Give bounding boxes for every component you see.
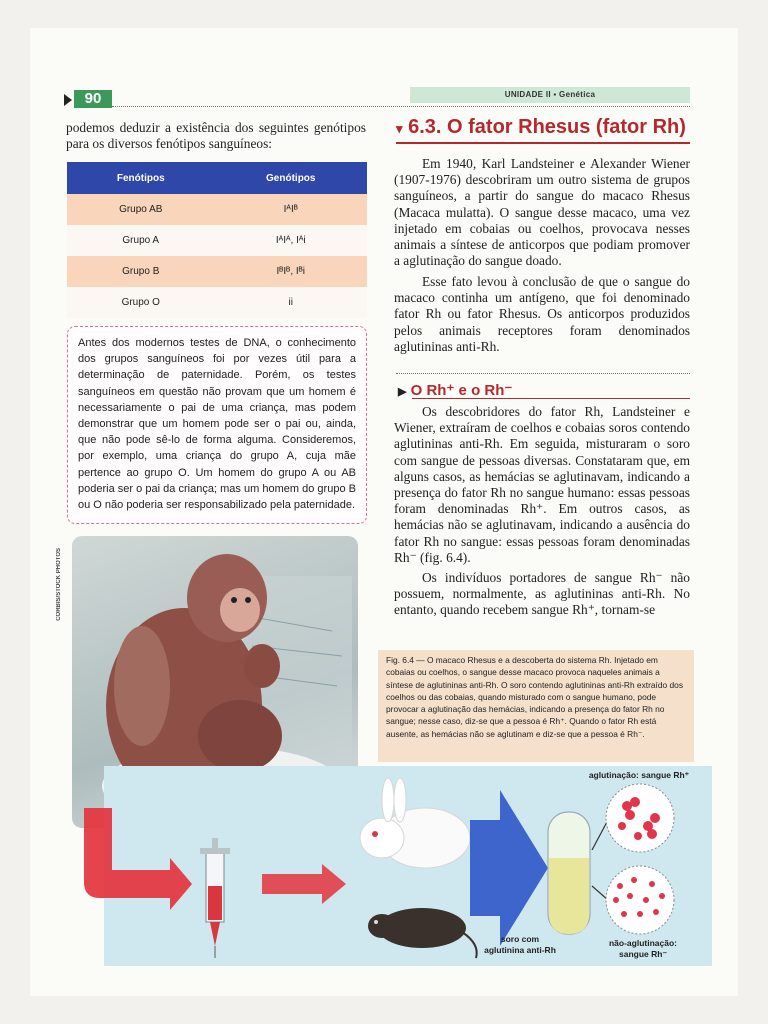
page-number: 90 <box>74 90 112 108</box>
paragraph-3: Os descobridores do fator Rh, Landsteiner e Wiener, extraíram de coelhos e cobaias soros contendo aglutininas anti-Rh. Em seguida, misturaram o soro com sangue de pessoas diversas. Constataram que, em alguns casos, as hemácias se aglutinavam, indicando a presença do fator Rh no sangue humano: essas pessoas foram denominadas Rh⁺. Em outros casos, as hemácias não se aglutinavam, indicando a ausência do fator Rh no sangue: essas pessoas foram denominadas Rh⁻ (fig. 6.4). <box>394 404 690 565</box>
subsection-title-text: O Rh⁺ e o Rh⁻ <box>410 382 513 399</box>
table-cell: Grupo A <box>67 225 215 256</box>
table-cell: Grupo B <box>67 256 215 287</box>
paternity-note-text: Antes dos modernos testes de DNA, o conhecimento dos grupos sanguíneos foi por vezes útil para a determinação de paternidade. Porém, os testes sanguíneos em questão não provam que um homem é necessariamente o pai de uma criança, mas podem demonstrar que um homem pode ser o pai ou, ainda, que não pode sê-lo de forma alguma. Consideremos, por exemplo, uma criança do grupo A, cuja mãe pertence ao grupo O. Um homem do grupo A ou AB poderia ser o pai da criança; mas um homem do grupo B ou O não poderia ser responsabilizado pela paternidade. <box>78 337 356 512</box>
agglutination-label: aglutinação: sangue Rh⁺ <box>588 770 690 780</box>
blood-flow-arrow <box>84 808 192 910</box>
guinea-pig-icon <box>368 908 477 958</box>
table-cell: IᴬIᴬ, Iᴬi <box>215 225 367 256</box>
test-tube-icon <box>548 812 590 934</box>
paragraph-2: Esse fato levou à conclusão de que o sangue do macaco continha um antígeno, que foi denominado fator Rh ou fator Rhesus. Os anticorpos produzidos pelos animais receptores foram denominados aglutininas anti-Rh. <box>394 274 690 354</box>
syringe-icon <box>200 838 230 958</box>
serum-arrow <box>470 790 548 946</box>
section-title-text: 6.3. O fator Rhesus (fator Rh) <box>408 116 686 138</box>
table-cell: ii <box>215 287 367 318</box>
agglutination-circle <box>606 784 674 852</box>
column-header: Fenótipos <box>67 162 215 194</box>
no-agglutination-circle <box>606 866 674 934</box>
intro-text: podemos deduzir a existência dos seguintes genótipos para os diversos fenótipos sanguíneos: <box>66 120 366 152</box>
column-header: Genótipos <box>215 162 367 194</box>
serum-label: soro com aglutinina anti-Rh <box>484 934 556 955</box>
figure-caption: Fig. 6.4 — O macaco Rhesus e a descoberta do sistema Rh. Injetado em cobaias ou coelhos, o sangue desse macaco provoca naqueles animais a síntese de aglutininas anti-Rh. O soro contendo aglutininas anti-Rh extraído dos coelhos ou das cobaias, quando misturado com o sangue humano, pode provocar a aglutinação das hemácias, indicando a presença do fator Rh no sangue; nesse caso, diz-se que a pessoa é Rh⁺. Quando o fator Rh está ausente, as hemácias não se aglutinam e diz-se que a pessoa é Rh⁻. <box>386 655 684 739</box>
title-arrow-icon: ▾ <box>396 121 403 136</box>
rabbit-icon <box>360 778 470 868</box>
paragraph-1: Em 1940, Karl Landsteiner e Alexander Wiener (1907-1976) descobriram um outro sistema de grupos sanguíneos, a partir do sangue do macaco Rhesus (Macaca mulatta). O sangue desse macaco, uma vez injetado em cobaias ou coelhos, provocava nesses animais a síntese de anticorpos que podiam promover a aglutinação do sangue doado. <box>394 156 690 269</box>
table-cell: Grupo O <box>67 287 215 318</box>
table-cell: IᴬIᴮ <box>215 194 367 225</box>
injection-arrow <box>262 864 346 904</box>
photo-credit: CORBIS/STOCK PHOTOS <box>56 548 62 621</box>
no-agglutination-label: não-aglutinação: sangue Rh⁻ <box>608 938 677 959</box>
subsection-arrow-icon: ▶ <box>398 386 407 398</box>
unit-banner: UNIDADE II ▪ Genética <box>410 87 690 103</box>
table-cell: Grupo AB <box>67 194 215 225</box>
table-cell: IᴮIᴮ, Iᴮi <box>215 256 367 287</box>
paragraph-4: Os indivíduos portadores de sangue Rh⁻ não possuem, normalmente, as aglutininas anti-Rh. No entanto, quando recebem sangue Rh⁺, tornam-se <box>394 570 690 618</box>
agglutination-arrow <box>592 820 608 900</box>
